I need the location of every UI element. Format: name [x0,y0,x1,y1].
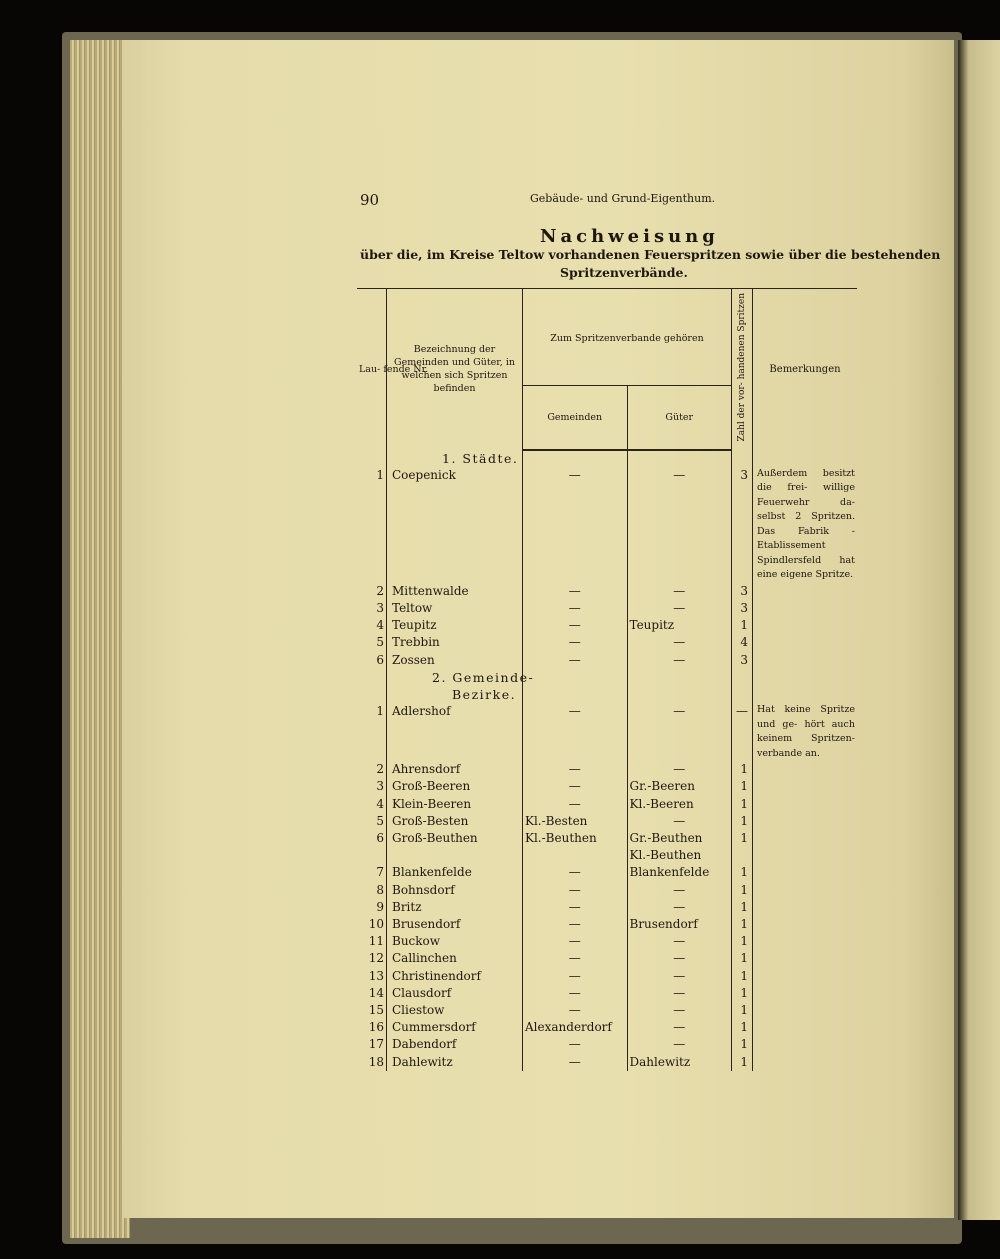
row-gueter: Gr.-Beeren [627,778,732,795]
row-count: 1 [732,1036,753,1053]
row-gueter: — [627,1002,732,1019]
row-name: Trebbin [387,634,523,651]
table-row [357,830,857,847]
row-count: 1 [732,916,753,933]
row-gueter: — [627,985,732,1002]
row-name: Groß-Besten [387,813,523,830]
row-count: 1 [732,950,753,967]
row-nr: 3 [357,778,387,795]
row-gemeinden: — [523,882,628,899]
row-nr: 5 [357,634,387,651]
row-name: Groß-Beeren [387,778,523,795]
row-name: Buckow [387,933,523,950]
table-row [357,652,857,669]
row-name: Klein-Beeren [387,796,523,813]
header-name: Bezeichnung der Gemeinden und Güter, in welchen sich Spritzen befinden [387,289,523,450]
header-nr: Lau- fende Nr. [357,289,387,450]
section-bezirke-line1: 2. Gemeinde- [387,669,523,686]
row-gueter: Teupitz [627,617,732,634]
table-row [357,583,857,600]
table-row [357,916,857,933]
row-nr: 14 [357,985,387,1002]
row-count: 1 [732,985,753,1002]
row-gueter: — [627,933,732,950]
row-name: Dahlewitz [387,1054,523,1071]
row-name: Cliestow [387,1002,523,1019]
row-name: Callinchen [387,950,523,967]
row-name: Groß-Beuthen [387,830,523,847]
row-count: 1 [732,813,753,830]
row-count: 1 [732,778,753,795]
row-nr: 2 [357,761,387,778]
row-nr: 4 [357,796,387,813]
row-name: Teltow [387,600,523,617]
row-gemeinden: — [523,899,628,916]
subtitle-line-1: über die, im Kreise Teltow vorhandenen Feuerspritzen sowie über die bestehenden [360,247,941,262]
row-count: 1 [732,761,753,778]
row-gueter: — [627,899,732,916]
row-gueter: Gr.-Beuthen [627,830,732,847]
table-row [357,933,857,950]
table-row [357,950,857,967]
row-gueter: — [627,703,732,735]
row-gemeinden: — [523,600,628,617]
subtitle-line-2: Spritzenverbände. [560,265,688,280]
row-gemeinden: — [523,933,628,950]
row-gueter: — [627,583,732,600]
row-name: Teupitz [387,617,523,634]
row-gemeinden: — [523,864,628,881]
page-number: 90 [360,191,380,209]
row-gueter: — [627,652,732,669]
row-gemeinden: — [523,950,628,967]
row-count: 1 [732,899,753,916]
row-gueter: — [627,1019,732,1036]
row-gemeinden: — [523,634,628,651]
row-gemeinden: — [523,652,628,669]
row-name: Clausdorf [387,985,523,1002]
running-head: Gebäude- und Grund-Eigenthum. [530,192,716,205]
table-row [357,1054,857,1071]
row-nr: 10 [357,916,387,933]
row-gemeinden: — [523,617,628,634]
table-row [357,985,857,1002]
row-name: Blankenfelde [387,864,523,881]
row-count: 1 [732,864,753,881]
row-count: 3 [732,600,753,617]
page-edges [70,40,130,1238]
table-row [357,813,857,830]
row-gemeinden: Kl.-Beuthen [523,830,628,847]
table-row [357,1036,857,1053]
row-gueter: — [627,634,732,651]
row-count: 1 [732,1054,753,1071]
row-nr: 12 [357,950,387,967]
row-name: Ahrensdorf [387,761,523,778]
row-gemeinden: — [523,761,628,778]
row-count: 1 [732,796,753,813]
row-count: 3 [732,652,753,669]
table-row [357,778,857,795]
table-row [357,882,857,899]
row-count: 1 [732,1002,753,1019]
header-gueter: Güter [627,385,732,449]
row-gemeinden: — [523,1002,628,1019]
row-name: Christinendorf [387,968,523,985]
header-remarks: Bemerkungen [753,289,858,450]
row-name: Mittenwalde [387,583,523,600]
row-nr: 18 [357,1054,387,1071]
table-row [357,968,857,985]
row-gemeinden: Kl.-Besten [523,813,628,830]
row-nr: 17 [357,1036,387,1053]
row-gemeinden: — [523,778,628,795]
table-row [357,1002,857,1019]
row-count: 4 [732,634,753,651]
row-gemeinden: — [523,583,628,600]
row-nr: 9 [357,899,387,916]
table-row [357,703,857,735]
row-name: Britz [387,899,523,916]
row-remark: Hat keine Spritze und ge- hört auch keinem Spritzen- verbande an. [757,704,855,759]
row-count: — [732,703,753,735]
row-gemeinden: — [523,968,628,985]
row-count: 1 [732,830,753,847]
fire-engine-table [357,288,857,1071]
row-gemeinden: — [523,703,628,735]
row-gueter: — [627,882,732,899]
next-page-edge [958,40,1000,1220]
row-gueter: — [627,467,732,511]
row-nr: 16 [357,1019,387,1036]
row-nr: 8 [357,882,387,899]
row-gueter: — [627,813,732,830]
row-gemeinden: — [523,796,628,813]
row-gemeinden: — [523,985,628,1002]
row-nr: 1 [357,467,387,511]
section-bezirke-line2: Bezirke. [387,686,523,703]
table-row [357,600,857,617]
row-count: 1 [732,617,753,634]
row-count: 1 [732,933,753,950]
row-name: Cummersdorf [387,1019,523,1036]
row-nr: 15 [357,1002,387,1019]
row-gueter: Brusendorf [627,916,732,933]
header-count-text: Zahl der vor- handenen Spritzen [737,293,747,442]
row-nr: 5 [357,813,387,830]
row-name: Adlershof [387,703,523,735]
row-name: Bohnsdorf [387,882,523,899]
table-row [357,761,857,778]
table-row [357,634,857,651]
table-row [357,864,857,881]
row-gueter-extra: Kl.-Beuthen [627,847,732,864]
row-nr: 1 [357,703,387,735]
row-count: 3 [732,467,753,511]
row-gueter: Kl.-Beeren [627,796,732,813]
row-count: 1 [732,882,753,899]
page-title: Nachweisung [540,226,719,247]
row-gueter: — [627,600,732,617]
row-remark: Außerdem besitzt die frei- willige Feuerwehr da- selbst 2 Spritzen. Das Fabrik - Etablissement Spindlersfeld hat eine eigene Spritze. [757,467,855,581]
header-group: Zum Spritzenverbande gehören [523,289,732,386]
table-row [357,1019,857,1036]
table-row [357,467,857,511]
row-name: Zossen [387,652,523,669]
header-count [732,289,753,450]
table-row [357,899,857,916]
row-gemeinden: — [523,916,628,933]
row-nr: 4 [357,617,387,634]
row-name: Coepenick [387,467,523,511]
row-gemeinden: — [523,1036,628,1053]
section-staedte: 1. Städte. [387,450,523,467]
row-name: Dabendorf [387,1036,523,1053]
row-nr: 2 [357,583,387,600]
header-gemeinden: Gemeinden [523,385,628,449]
row-gemeinden: Alexanderdorf [523,1019,628,1036]
row-gueter: — [627,1036,732,1053]
row-nr: 11 [357,933,387,950]
row-gueter: — [627,950,732,967]
row-gemeinden: — [523,467,628,511]
row-nr: 6 [357,652,387,669]
row-gueter: Dahlewitz [627,1054,732,1071]
row-nr: 13 [357,968,387,985]
table-row [357,796,857,813]
row-gueter: — [627,968,732,985]
row-count: 3 [732,583,753,600]
row-gueter: Blankenfelde [627,864,732,881]
row-nr: 6 [357,830,387,847]
row-count: 1 [732,968,753,985]
row-gueter: — [627,761,732,778]
row-count: 1 [732,1019,753,1036]
table-row [357,617,857,634]
row-gemeinden: — [523,1054,628,1071]
row-name: Brusendorf [387,916,523,933]
row-nr: 3 [357,600,387,617]
row-nr: 7 [357,864,387,881]
